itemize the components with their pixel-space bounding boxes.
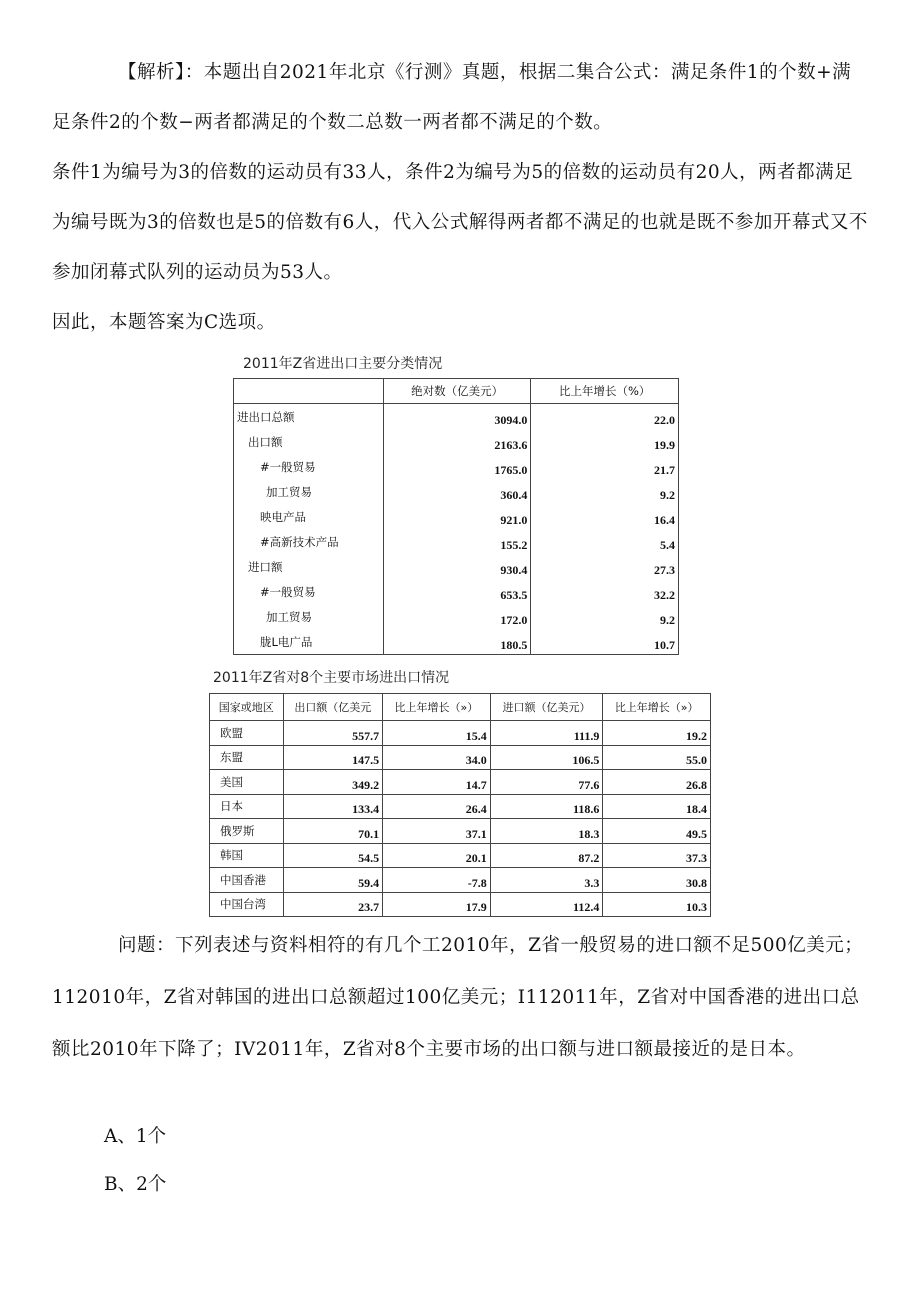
growth-value: 27.3 [531, 554, 679, 579]
table-row [234, 404, 679, 430]
table-row [234, 529, 679, 554]
export-growth-cell: 26.4 [383, 794, 491, 819]
table-row [234, 579, 679, 604]
abs-value: 1765.0 [383, 454, 531, 479]
row-label: 进出口总额 [234, 404, 384, 430]
table2-caption: 2011年Z省对8个主要市场进出口情况 [213, 670, 450, 686]
table-row [210, 843, 711, 868]
row-label: 进口额 [234, 554, 384, 579]
import-growth-cell: 18.4 [603, 794, 711, 819]
export-cell: 133.4 [283, 794, 383, 819]
abs-value: 921.0 [383, 504, 531, 529]
growth-value: 5.4 [531, 529, 679, 554]
condition-paragraph: 条件1为编号为3的倍数的运动员有33人，条件2为编号为5的倍数的运动员有20人，两者都满足为编号既为3的倍数也是5的倍数有6人，代入公式解得两者都不满足的也就是既不参加开幕式又不参加闭幕式队列的运动员为53人。 [52, 162, 868, 283]
abs-value: 653.5 [383, 579, 531, 604]
growth-value: 9.2 [531, 479, 679, 504]
table-header-cell: 比上年增长（%） [531, 379, 679, 404]
abs-value: 930.4 [383, 554, 531, 579]
region-cell: 日本 [210, 794, 284, 819]
table-header-cell: 国家或地区 [210, 694, 284, 721]
option-b[interactable]: B、2个 [104, 1174, 167, 1195]
import-cell: 106.5 [490, 745, 603, 770]
import-growth-cell: 49.5 [603, 819, 711, 844]
import-growth-cell: 19.2 [603, 721, 711, 746]
import-growth-cell: 55.0 [603, 745, 711, 770]
table-row [234, 629, 679, 655]
import-cell: 118.6 [490, 794, 603, 819]
export-cell: 70.1 [283, 819, 383, 844]
import-export-category-table [233, 378, 679, 655]
region-cell: 欧盟 [210, 721, 284, 746]
export-cell: 54.5 [283, 843, 383, 868]
row-label: 加工贸易 [234, 604, 384, 629]
abs-value: 2163.6 [383, 429, 531, 454]
export-cell: 23.7 [283, 892, 383, 917]
table-row [210, 868, 711, 893]
row-label: 出口额 [234, 429, 384, 454]
analysis-paragraph [52, 48, 868, 148]
question-paragraph [52, 920, 868, 1076]
export-growth-cell: 15.4 [383, 721, 491, 746]
analysis-text: 【解析】：本题出自2021年北京《行测》真题，根据二集合公式：满足条件1的个数+满足条件2的个数−两者都满足的个数二总数一两者都不满足的个数。 [52, 62, 852, 133]
growth-value: 19.9 [531, 429, 679, 454]
row-label: 胧L电广品 [234, 629, 384, 655]
export-growth-cell: 14.7 [383, 770, 491, 795]
table-row [210, 819, 711, 844]
conclusion-paragraph: 因此，本题答案为C选项。 [52, 312, 276, 333]
growth-value: 21.7 [531, 454, 679, 479]
import-cell: 3.3 [490, 868, 603, 893]
table-row [210, 794, 711, 819]
abs-value: 3094.0 [383, 404, 531, 430]
abs-value: 360.4 [383, 479, 531, 504]
row-label: 映电产品 [234, 504, 384, 529]
table-row [210, 721, 711, 746]
region-cell: 中国台湾 [210, 892, 284, 917]
table-header-row [210, 694, 711, 721]
growth-value: 10.7 [531, 629, 679, 655]
table-row [234, 479, 679, 504]
region-cell: 美国 [210, 770, 284, 795]
import-cell: 18.3 [490, 819, 603, 844]
table-row [234, 429, 679, 454]
table1-caption: 2011年Z省进出口主要分类情况 [243, 356, 443, 372]
abs-value: 155.2 [383, 529, 531, 554]
table-row [234, 454, 679, 479]
table-header-cell: 比上年增长（»） [383, 694, 491, 721]
growth-value: 22.0 [531, 404, 679, 430]
import-cell: 87.2 [490, 843, 603, 868]
option-a[interactable]: A、1个 [104, 1126, 167, 1147]
table-header-row [234, 379, 679, 404]
export-cell: 349.2 [283, 770, 383, 795]
import-cell: 112.4 [490, 892, 603, 917]
table-header-cell: 比上年增长（»） [603, 694, 711, 721]
growth-value: 9.2 [531, 604, 679, 629]
region-cell: 中国香港 [210, 868, 284, 893]
import-growth-cell: 26.8 [603, 770, 711, 795]
import-growth-cell: 30.8 [603, 868, 711, 893]
growth-value: 16.4 [531, 504, 679, 529]
table-row [210, 770, 711, 795]
import-cell: 111.9 [490, 721, 603, 746]
export-cell: 557.7 [283, 721, 383, 746]
table-header-cell: 绝对数（亿美元） [383, 379, 531, 404]
export-growth-cell: 20.1 [383, 843, 491, 868]
export-growth-cell: 37.1 [383, 819, 491, 844]
table-header-cell: 出口额（亿美元 [283, 694, 383, 721]
row-label: #一般贸易 [234, 454, 384, 479]
row-label: #一般贸易 [234, 579, 384, 604]
export-cell: 147.5 [283, 745, 383, 770]
question-text: 问题：下列表述与资料相符的有几个工2010年，Z省一般贸易的进口额不足500亿美元；112010年，Z省对韩国的进出口总额超过100亿美元；I112011年，Z省对中国香港的进出口总额比2010年下降了；IV2011年，Z省对8个主要市场的出口额与进口额最接近的是日本。 [52, 935, 864, 1060]
import-growth-cell: 10.3 [603, 892, 711, 917]
abs-value: 172.0 [383, 604, 531, 629]
table-row [234, 554, 679, 579]
table-row [210, 892, 711, 917]
region-cell: 韩国 [210, 843, 284, 868]
export-cell: 59.4 [283, 868, 383, 893]
table-header-cell: 进口额（亿美元） [490, 694, 603, 721]
table-header-cell [234, 379, 384, 404]
region-cell: 俄罗斯 [210, 819, 284, 844]
table-row [234, 604, 679, 629]
growth-value: 32.2 [531, 579, 679, 604]
import-growth-cell: 37.3 [603, 843, 711, 868]
market-import-export-table [209, 693, 711, 917]
abs-value: 180.5 [383, 629, 531, 655]
table-row [210, 745, 711, 770]
table-row [234, 504, 679, 529]
row-label: 加工贸易 [234, 479, 384, 504]
export-growth-cell: -7.8 [383, 868, 491, 893]
export-growth-cell: 34.0 [383, 745, 491, 770]
import-cell: 77.6 [490, 770, 603, 795]
export-growth-cell: 17.9 [383, 892, 491, 917]
row-label: #高新技术产品 [234, 529, 384, 554]
region-cell: 东盟 [210, 745, 284, 770]
